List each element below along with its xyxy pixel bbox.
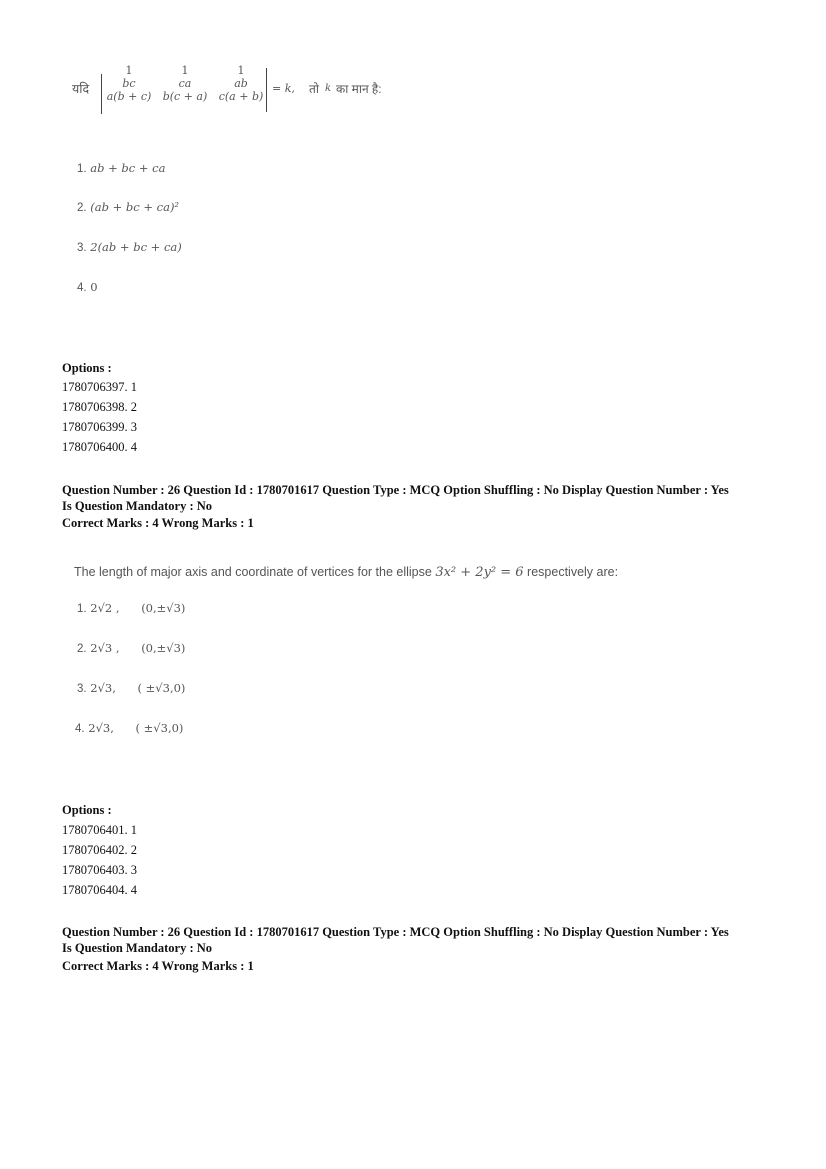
choice-number: 2. [77,202,87,214]
choice-number: 1. [77,163,87,175]
choice-number: 1. [77,603,87,615]
hindi-suffix-1: तो [309,82,319,96]
option-item: 1780706401. 1 [62,823,137,837]
determinant-column-3 [210,64,272,103]
determinant-right-bar [266,68,267,112]
choice-length: 2√2 , [90,601,120,615]
question-marks-line: Correct Marks : 4 Wrong Marks : 1 [62,959,254,973]
question-26-image [0,555,826,745]
equals-k: = k, [272,82,295,95]
question-marks-line: Correct Marks : 4 Wrong Marks : 1 [62,516,254,530]
choice-vertex: ( ±√3,0) [137,681,186,695]
q26-choice-1 [77,601,185,615]
choice-length: 2√3, [88,721,114,735]
q26-choice-2 [77,641,185,655]
choice-text: (ab + bc + ca)² [90,200,180,214]
det-cell: 1 [125,64,133,77]
determinant-column-1 [98,64,160,103]
option-item: 1780706402. 2 [62,843,137,857]
choice-number: 3. [77,242,87,254]
choice-length: 2√3, [90,681,116,695]
option-item: 1780706403. 3 [62,863,137,877]
stem-text: The length of major axis and coordinate of vertices for the ellipse [74,565,432,579]
options-heading: Options : [62,803,112,817]
question-meta-line: Question Number : 26 Question Id : 1780701617 Question Type : MCQ Option Shuffling : No Display Question Number : Yes [62,925,729,939]
q25-choice-4 [77,280,98,294]
det-cell: ab [234,77,248,90]
choice-text: 0 [90,280,98,294]
choice-number: 4. [77,282,87,294]
det-cell: ca [178,77,192,90]
choice-vertex: (0,±√3) [141,641,186,655]
question-meta-line: Is Question Mandatory : No [62,499,213,513]
question-stem [74,565,618,580]
det-cell: a(b + c) [106,90,152,103]
determinant-column-2 [154,64,216,103]
choice-text: 2(ab + bc + ca) [90,240,182,254]
option-item: 1780706398. 2 [62,400,137,414]
option-item: 1780706404. 4 [62,883,137,897]
options-heading: Options : [62,361,112,375]
det-cell: bc [122,77,136,90]
q26-choice-3 [77,681,185,695]
choice-number: 3. [77,683,87,695]
choice-vertex: (0,±√3) [141,601,186,615]
q25-choice-2 [77,200,179,214]
choice-length: 2√3 , [90,641,120,655]
det-cell: 1 [237,64,245,77]
choice-number: 4. [75,723,85,735]
choice-text: ab + bc + ca [90,161,166,175]
question-25-image [0,0,826,310]
q25-choice-3 [77,240,182,254]
det-cell: 1 [181,64,189,77]
hindi-prefix: यदि [72,82,90,96]
det-cell: c(a + b) [218,90,264,103]
stem-end: respectively are: [527,565,619,579]
option-item: 1780706400. 4 [62,440,137,454]
det-cell: b(c + a) [162,90,208,103]
hindi-suffix-2: का मान है: [336,82,382,96]
option-item: 1780706397. 1 [62,380,137,394]
ellipse-equation: 3x² + 2y² = 6 [435,565,524,580]
question-meta-line: Question Number : 26 Question Id : 1780701617 Question Type : MCQ Option Shuffling : No Display Question Number : Yes [62,483,729,497]
option-item: 1780706399. 3 [62,420,137,434]
q26-choice-4 [75,721,183,735]
k-variable: k [325,83,332,94]
question-meta-line: Is Question Mandatory : No [62,941,213,955]
choice-number: 2. [77,643,87,655]
choice-vertex: ( ±√3,0) [135,721,184,735]
q25-choice-1 [77,161,165,175]
